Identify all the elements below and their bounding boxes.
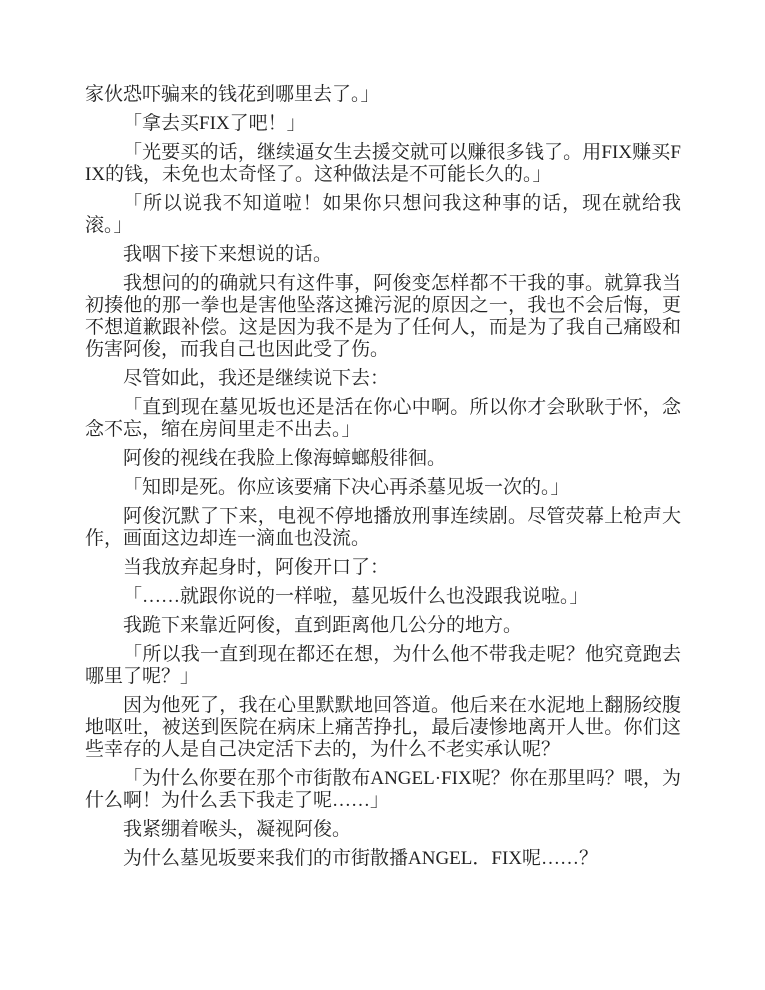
paragraph: 「拿去买FIX了吧！」: [123, 113, 306, 134]
paragraph: 我想问的的确就只有这件事，阿俊变怎样都不干我的事。就算我当初揍他的那一拳也是害他坠落这摊污泥的原因之一，我也不会后悔，更不想道歉跟补偿。这是因为我不是为了任何人，而是为了我自己痛殴和伤害阿俊，而我自己也因此受了伤。: [85, 273, 681, 360]
paragraph: 家伙恐吓骗来的钱花到哪里去了。」: [85, 84, 380, 105]
paragraph: 我咽下接下来想说的话。: [123, 244, 333, 265]
paragraph: 为什么墓见坂要来我们的市街散播ANGEL．FIX呢……？: [123, 848, 598, 869]
paragraph: 阿俊沉默了下来，电视不停地播放刑事连续剧。尽管荧幕上枪声大作，画面这边却连一滴血也没流。: [85, 506, 681, 549]
paragraph: 「直到现在墓见坂也还是活在你心中啊。所以你才会耿耿于怀，念念不忘，缩在房间里走不出去。」: [85, 397, 681, 440]
paragraph: 「为什么你要在那个市街散布ANGEL·FIX呢？你在那里吗？喂，为什么啊！为什么丢下我走了呢……」: [85, 768, 681, 811]
paragraph: 「所以说我不知道啦！如果你只想问我这种事的话，现在就给我滚。」: [85, 193, 681, 236]
paragraph: 「知即是死。你应该要痛下决心再杀墓见坂一次的。」: [123, 477, 570, 498]
paragraph: 我跪下来靠近阿俊，直到距离他几公分的地方。: [123, 615, 523, 636]
paragraph: 「所以我一直到现在都还在想，为什么他不带我走呢？他究竟跑去哪里了呢？」: [85, 644, 681, 687]
paragraph: 尽管如此，我还是继续说下去：: [123, 368, 390, 389]
paragraph: 当我放弃起身时，阿俊开口了：: [123, 557, 390, 578]
paragraph: 「……就跟你说的一样啦，墓见坂什么也没跟我说啦。」: [123, 586, 589, 607]
paragraph: 因为他死了，我在心里默默地回答道。他后来在水泥地上翻肠绞腹地呕吐，被送到医院在病床上痛苦挣扎，最后凄惨地离开人世。你们这些幸存的人是自己决定活下去的，为什么不老实承认呢？: [85, 695, 681, 760]
paragraph: 我紧绷着喉头，凝视阿俊。: [123, 819, 352, 840]
paragraph: 阿俊的视线在我脸上像海蟑螂般徘徊。: [123, 448, 447, 469]
paragraph: 「光要买的话，继续逼女生去援交就可以赚很多钱了。用FIX赚买FIX的钱，未免也太奇怪了。这种做法是不可能长久的。」: [85, 142, 681, 185]
